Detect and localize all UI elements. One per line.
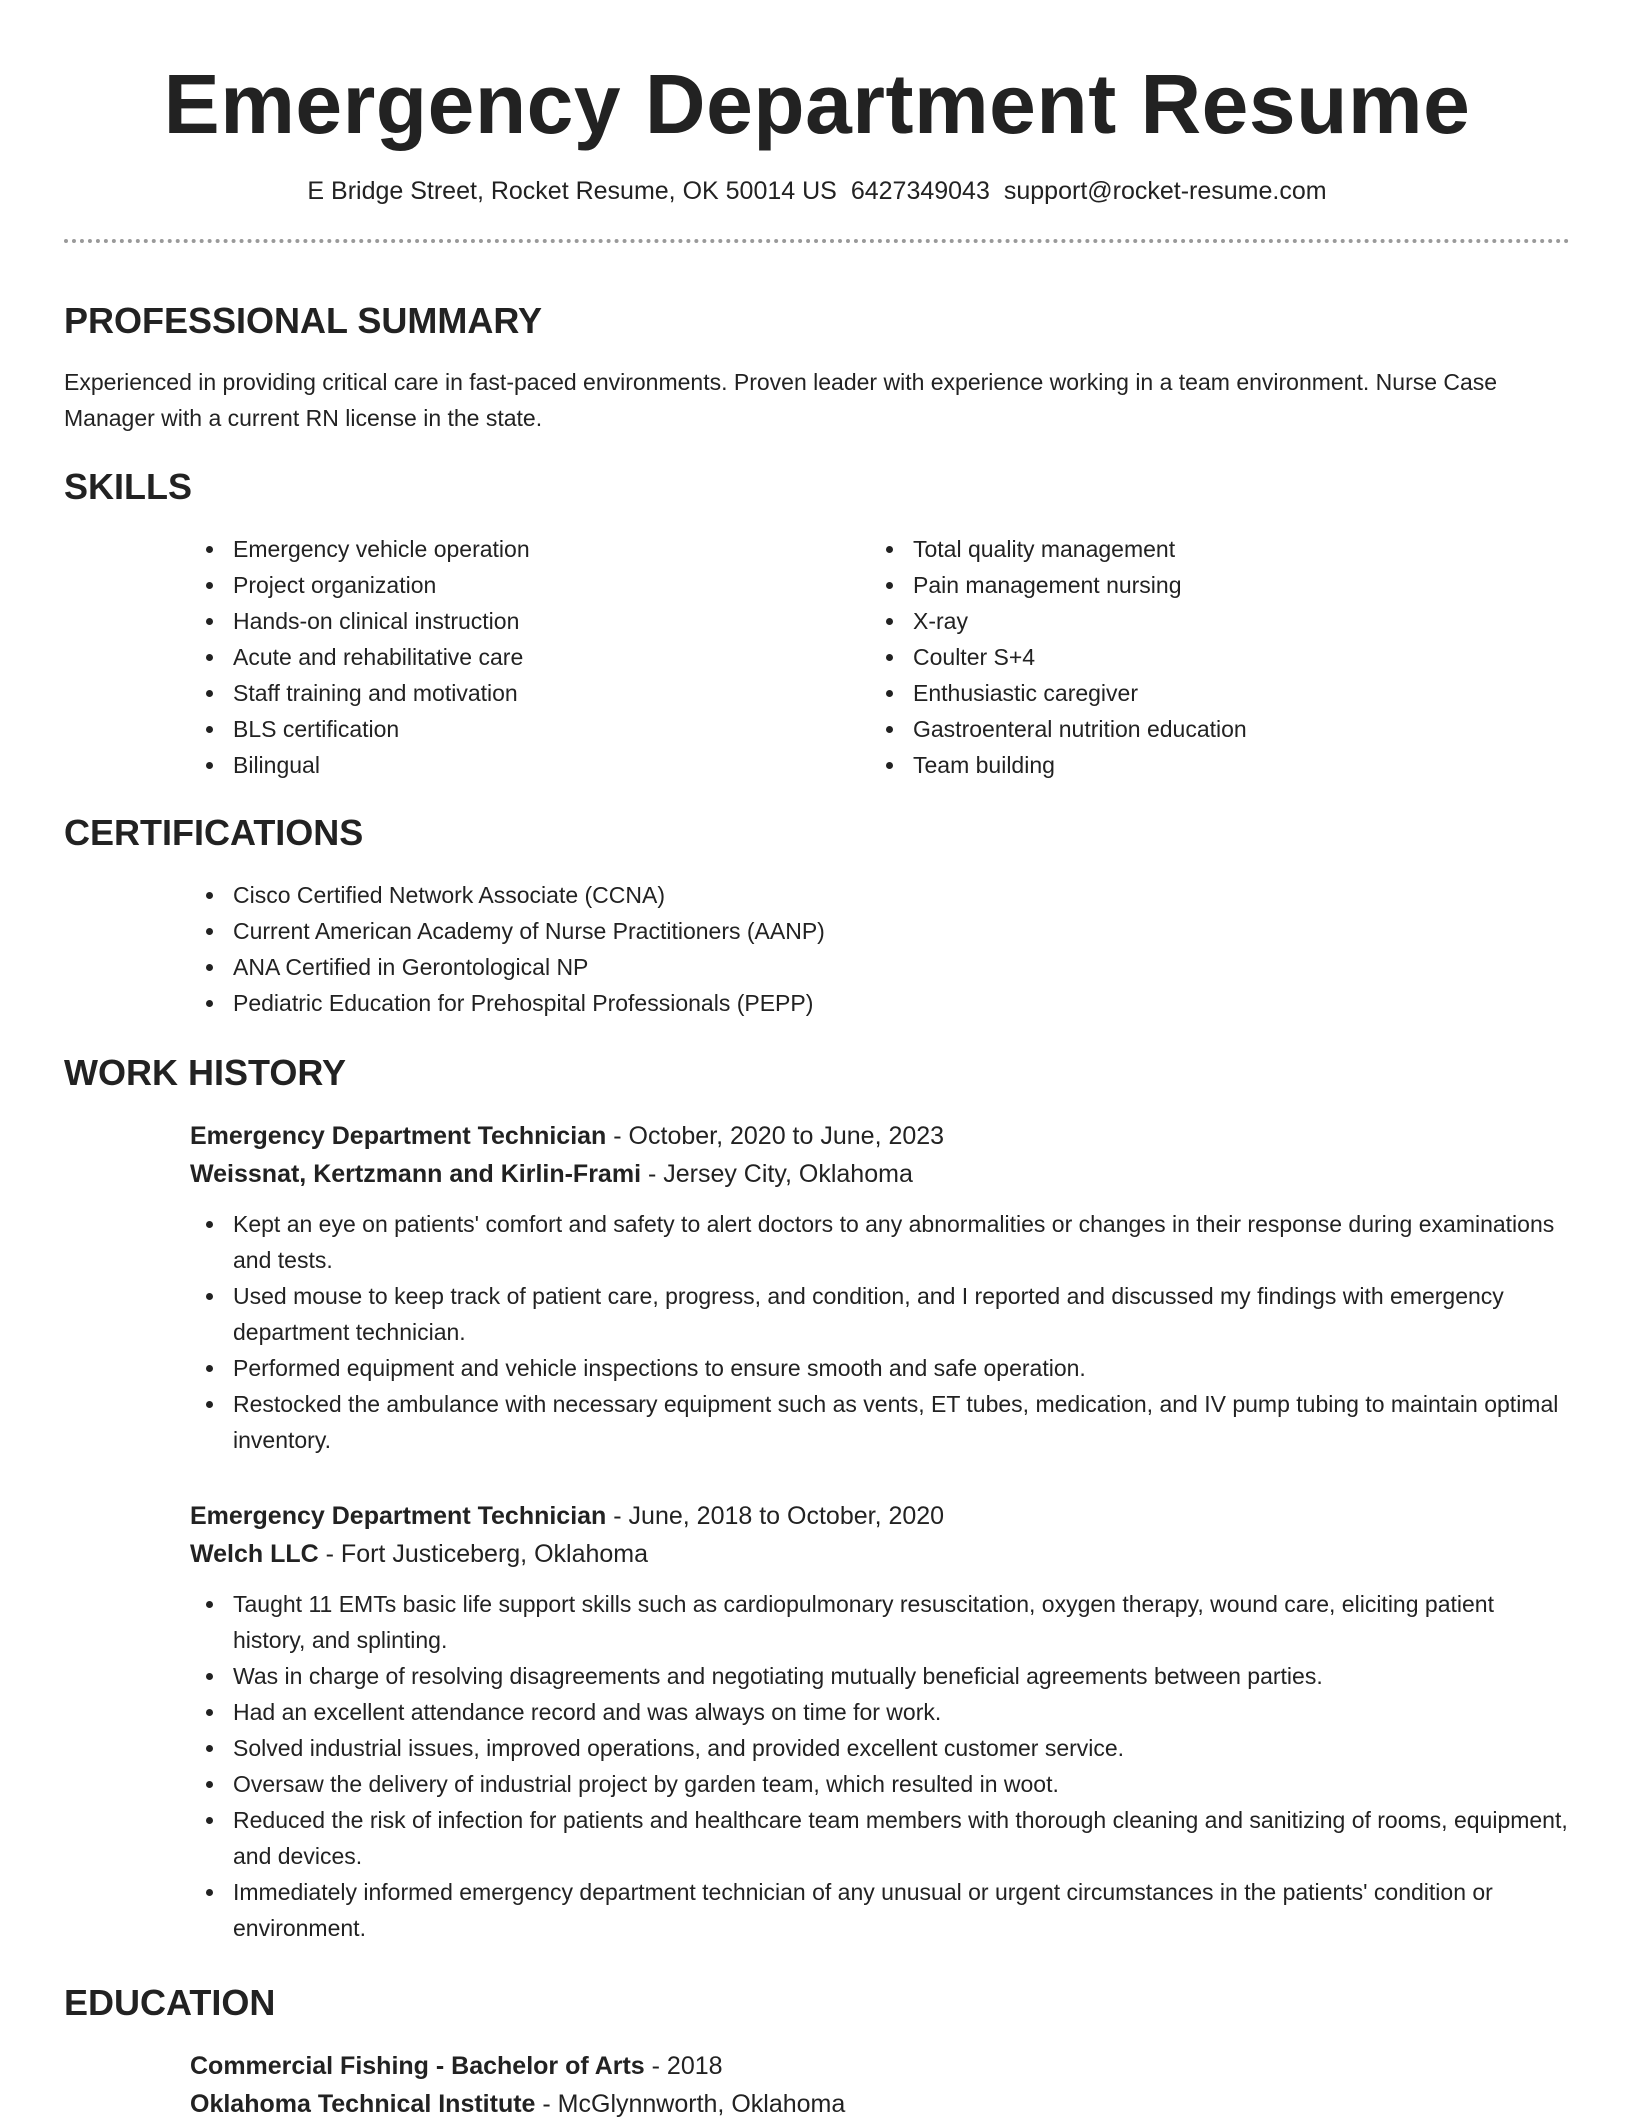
job-bullet: Restocked the ambulance with necessary equipment such as vents, ET tubes, medication, and IV pump tubing to maintain optimal inventory.	[190, 1386, 1570, 1458]
job-bullet: Performed equipment and vehicle inspections to ensure smooth and safe operation.	[190, 1350, 1570, 1386]
skill-item: Hands-on clinical instruction	[190, 603, 870, 639]
contact-address: E Bridge Street, Rocket Resume, OK 50014 US	[307, 177, 837, 205]
job-company: Welch LLC	[190, 1540, 319, 1568]
summary-text: Experienced in providing critical care in fast-paced environments. Proven leader with experience working in a team environment. Nurse Case Manager with a current RN license in the state.	[64, 369, 1498, 431]
certification-item: ANA Certified in Gerontological NP	[190, 949, 1570, 985]
job-title-line	[190, 1117, 1570, 1155]
job-title: Emergency Department Technician	[190, 1122, 607, 1150]
certifications-list	[190, 877, 1570, 1021]
job-bullet: Was in charge of resolving disagreements and negotiating mutually beneficial agreements between parties.	[190, 1658, 1570, 1694]
certification-item: Current American Academy of Nurse Practitioners (AANP)	[190, 913, 1570, 949]
certifications-heading: CERTIFICATIONS	[64, 812, 364, 853]
skill-item: Emergency vehicle operation	[190, 531, 870, 567]
contact-line	[64, 175, 1570, 207]
skill-item: Project organization	[190, 567, 870, 603]
job-bullet-list	[190, 1586, 1570, 1946]
skill-item: Team building	[870, 747, 1550, 783]
job-bullet: Reduced the risk of infection for patients and healthcare team members with thorough cleaning and sanitizing of rooms, equipment, and devices.	[190, 1802, 1570, 1874]
skill-item: Staff training and motivation	[190, 675, 870, 711]
resume-page	[64, 0, 1570, 2118]
skill-item: Acute and rehabilitative care	[190, 639, 870, 675]
education-heading: EDUCATION	[64, 1982, 276, 2023]
job-title-line	[190, 1497, 1570, 1535]
skills-heading: SKILLS	[64, 466, 193, 507]
job-company-line	[190, 1535, 1570, 1573]
certification-item: Pediatric Education for Prehospital Professionals (PEPP)	[190, 985, 1570, 1021]
skill-item: Pain management nursing	[870, 567, 1550, 603]
job-bullet: Had an excellent attendance record and was always on time for work.	[190, 1694, 1570, 1730]
job-bullet-list	[190, 1206, 1570, 1458]
certification-item: Cisco Certified Network Associate (CCNA)	[190, 877, 1570, 913]
contact-phone: 6427349043	[850, 177, 990, 205]
job-bullet: Taught 11 EMTs basic life support skills such as cardiopulmonary resuscitation, oxygen therapy, wound care, eliciting patient history, and splinting.	[190, 1586, 1570, 1658]
job-title: Emergency Department Technician	[190, 1502, 607, 1530]
education-school-line	[190, 2085, 1570, 2123]
job-bullet: Used mouse to keep track of patient care, progress, and condition, and I reported and discussed my findings with emergency department technician.	[190, 1278, 1570, 1350]
job-bullet: Oversaw the delivery of industrial project by garden team, which resulted in woot.	[190, 1766, 1570, 1802]
certifications-section	[64, 877, 1570, 1021]
work-history-heading: WORK HISTORY	[64, 1052, 347, 1093]
job-dates: - October, 2020 to June, 2023	[606, 1122, 945, 1150]
skill-item: Gastroenteral nutrition education	[870, 711, 1550, 747]
job-location: - Fort Justiceberg, Oklahoma	[318, 1540, 649, 1568]
skill-item: BLS certification	[190, 711, 870, 747]
contact-email: support@rocket-resume.com	[1003, 177, 1327, 205]
education-degree-line	[190, 2047, 1570, 2085]
job-bullet: Immediately informed emergency department technician of any unusual or urgent circumstances in the patients' condition or environment.	[190, 1874, 1570, 1946]
skills-section	[64, 531, 1570, 783]
job-entry	[190, 1497, 1570, 1946]
skills-grid	[190, 531, 1570, 783]
education-location: - McGlynnworth, Oklahoma	[535, 2090, 846, 2118]
resume-title: Emergency Department Resume	[163, 57, 1471, 151]
skill-item: X-ray	[870, 603, 1550, 639]
education-year: - 2018	[644, 2052, 723, 2080]
skill-item: Total quality management	[870, 531, 1550, 567]
skill-item: Enthusiastic caregiver	[870, 675, 1550, 711]
education-school: Oklahoma Technical Institute	[190, 2090, 536, 2118]
summary-heading: PROFESSIONAL SUMMARY	[64, 300, 543, 341]
job-location: - Jersey City, Oklahoma	[641, 1160, 913, 1188]
job-dates: - June, 2018 to October, 2020	[606, 1502, 945, 1530]
job-bullet: Kept an eye on patients' comfort and safety to alert doctors to any abnormalities or changes in their response during examinations and tests.	[190, 1206, 1570, 1278]
skill-item: Bilingual	[190, 747, 870, 783]
education-degree: Commercial Fishing - Bachelor of Arts	[190, 2052, 645, 2080]
job-entry	[190, 1117, 1570, 1458]
skill-item: Coulter S+4	[870, 639, 1550, 675]
skills-list-left	[190, 531, 870, 783]
summary-section	[64, 364, 1570, 436]
job-bullet: Solved industrial issues, improved operations, and provided excellent customer service.	[190, 1730, 1570, 1766]
job-company: Weissnat, Kertzmann and Kirlin-Frami	[190, 1160, 642, 1188]
skills-list-right	[870, 531, 1550, 783]
header-divider	[64, 239, 1570, 243]
job-company-line	[190, 1155, 1570, 1193]
